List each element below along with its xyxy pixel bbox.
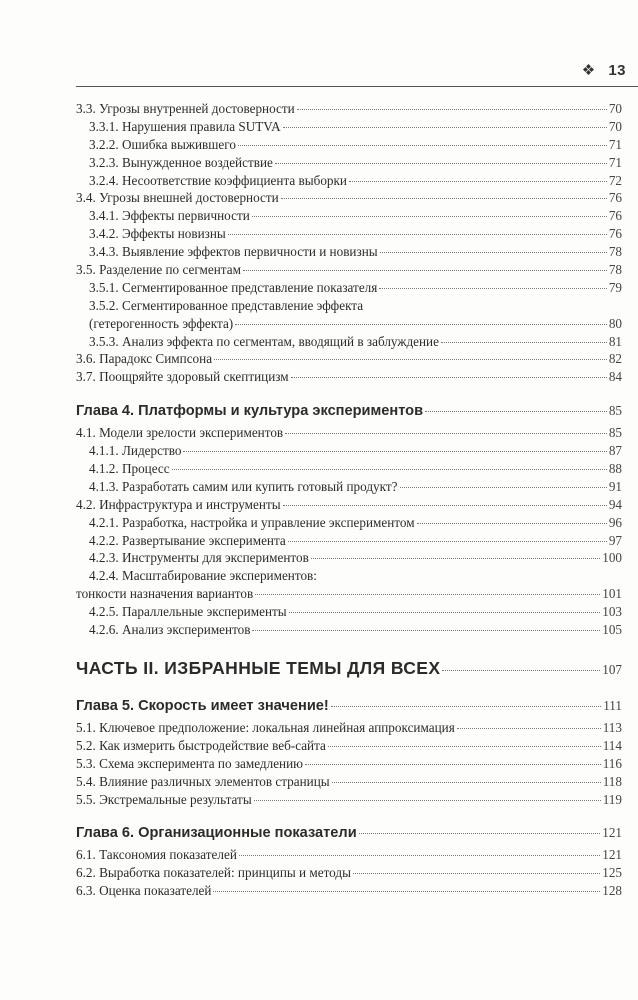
dot-leader: [172, 469, 607, 470]
dot-leader: [297, 109, 607, 110]
toc-section[interactable]: [76, 100, 622, 118]
toc-title: Глава 4. Платформы и культура экспериментов: [76, 403, 424, 420]
dot-leader: [311, 558, 600, 559]
toc-title: 4.1.1. Лидерство: [89, 443, 182, 459]
toc-section[interactable]: [76, 864, 622, 882]
dot-leader: [380, 252, 607, 253]
toc-title: 3.2.4. Несоответствие коэффициента выборки: [89, 172, 347, 188]
toc-page-number: 70: [608, 118, 622, 134]
toc-page-number: 71: [608, 154, 622, 170]
toc-page-number: 116: [602, 755, 622, 771]
toc-title: 3.3.1. Нарушения правила SUTVA: [89, 118, 281, 134]
toc-section[interactable]: [76, 261, 622, 279]
header-rule: [76, 86, 638, 87]
dot-leader: [254, 800, 601, 801]
toc-section[interactable]: [76, 846, 622, 864]
dot-leader: [252, 630, 600, 631]
dot-leader: [349, 181, 607, 182]
toc-page-number: 91: [608, 478, 622, 494]
toc-title: 6.3. Оценка показателей: [76, 883, 212, 899]
toc-subsection[interactable]: [76, 460, 622, 478]
toc-page-number: 97: [608, 532, 622, 548]
dot-leader: [353, 873, 600, 874]
toc-subsection[interactable]: [76, 333, 622, 351]
toc-title: 3.5.1. Сегментированное представление показателя: [89, 279, 378, 295]
toc-title: 4.2. Инфраструктура и инструменты: [76, 496, 281, 512]
toc-title: 5.4. Влияние различных элементов страницы: [76, 773, 330, 789]
toc-page-number: 85: [608, 425, 622, 441]
dot-leader: [283, 505, 607, 506]
toc-page-number: 121: [602, 825, 622, 841]
toc-subsection[interactable]: [76, 172, 622, 190]
toc-page-number: 87: [608, 443, 622, 459]
dot-leader: [379, 288, 606, 289]
toc-page-number: 88: [608, 461, 622, 477]
toc-subsection[interactable]: [76, 243, 622, 261]
dot-leader: [283, 127, 607, 128]
toc-page-number: 101: [602, 586, 622, 602]
toc-section[interactable]: [76, 719, 622, 737]
dot-leader: [238, 145, 607, 146]
toc-page-number: 79: [608, 279, 622, 295]
dot-leader: [285, 433, 607, 434]
toc-chapter[interactable]: [76, 695, 622, 717]
toc-page-number: 76: [608, 208, 622, 224]
toc-section[interactable]: [76, 737, 622, 755]
dot-leader: [214, 359, 607, 360]
toc-title: 4.2.1. Разработка, настройка и управление экспериментом: [89, 514, 415, 530]
dot-leader: [213, 891, 600, 892]
toc-page-number: 125: [602, 865, 622, 881]
toc-title: 4.1.3. Разработать самим или купить готовый продукт?: [89, 478, 398, 494]
toc-title: 6.2. Выработка показателей: принципы и методы: [76, 865, 351, 881]
toc-subsection[interactable]: [76, 154, 622, 172]
toc-section[interactable]: [76, 755, 622, 773]
toc-title: 3.4. Угрозы внешней достоверности: [76, 190, 279, 206]
toc-title: Глава 5. Скорость имеет значение!: [76, 697, 329, 714]
toc-subsection[interactable]: [76, 621, 622, 639]
toc-title: 5.2. Как измерить быстродействие веб-сайта: [76, 737, 326, 753]
toc-page-number: 121: [602, 847, 622, 863]
dot-leader: [400, 487, 607, 488]
dot-leader: [228, 234, 607, 235]
dot-leader: [328, 746, 601, 747]
toc-page-number: 107: [602, 661, 622, 677]
toc-subsection[interactable]: [76, 225, 622, 243]
toc-page-number: 119: [602, 791, 622, 807]
toc-page-number: 84: [608, 369, 622, 385]
dot-leader: [332, 782, 601, 783]
toc-subsection[interactable]: [76, 118, 622, 136]
toc-title: 5.3. Схема эксперимента по замедлению: [76, 755, 304, 771]
toc-title: 4.2.6. Анализ экспериментов: [89, 622, 251, 638]
toc-subsection[interactable]: [76, 532, 622, 550]
toc-page-number: 128: [602, 883, 622, 899]
page-number: 13: [608, 62, 626, 79]
toc-section[interactable]: [76, 585, 622, 603]
dot-leader: [305, 764, 601, 765]
toc-chapter[interactable]: [76, 822, 622, 844]
toc-title: 4.1.2. Процесс: [89, 461, 170, 477]
toc-page-number: 103: [602, 604, 622, 620]
dot-leader: [331, 706, 601, 707]
toc-title: 3.7. Поощряйте здоровый скептицизм: [76, 369, 289, 385]
dot-leader: [252, 216, 607, 217]
dot-leader: [457, 728, 601, 729]
dot-leader: [417, 523, 607, 524]
toc-subsection[interactable]: [76, 297, 622, 315]
dot-leader: [291, 377, 607, 378]
toc-title: 6.1. Таксономия показателей: [76, 847, 237, 863]
toc-title: 3.5.3. Анализ эффекта по сегментам, вводящий в заблуждение: [89, 333, 439, 349]
toc-section[interactable]: [76, 791, 622, 809]
toc-page-number: 81: [608, 333, 622, 349]
toc-title: ЧАСТЬ II. ИЗБРАННЫЕ ТЕМЫ ДЛЯ ВСЕХ: [76, 657, 441, 678]
toc-title: 3.4.2. Эффекты новизны: [89, 226, 226, 242]
toc-page-number: 71: [608, 136, 622, 152]
toc-page-number: 76: [608, 226, 622, 242]
toc-section[interactable]: [76, 368, 622, 386]
toc-title: 4.2.5. Параллельные эксперименты: [89, 604, 287, 620]
dot-leader: [425, 411, 607, 412]
toc-page-number: 78: [608, 262, 622, 278]
toc-subsection[interactable]: [76, 549, 622, 567]
toc-page-number: 113: [602, 719, 622, 735]
toc-title: Глава 6. Организационные показатели: [76, 825, 357, 842]
toc-subsection[interactable]: [76, 136, 622, 154]
toc-section[interactable]: [76, 496, 622, 514]
toc-title: 3.5.2. Сегментированное представление эффекта: [89, 297, 364, 313]
dot-leader: [183, 451, 606, 452]
running-head: [582, 61, 626, 79]
toc-page-number: 111: [603, 697, 622, 713]
toc-title: (гетерогенность эффекта): [89, 315, 234, 331]
toc-page-number: 82: [608, 351, 622, 367]
toc-title: 3.5. Разделение по сегментам: [76, 262, 241, 278]
toc-title: 3.4.3. Выявление эффектов первичности и новизны: [89, 244, 378, 260]
toc-subsection[interactable]: [76, 207, 622, 225]
dot-leader: [441, 342, 607, 343]
page-header: [76, 61, 638, 87]
toc-title: тонкости назначения вариантов: [76, 586, 254, 602]
toc-title: 3.3. Угрозы внутренней достоверности: [76, 101, 295, 116]
dot-leader: [235, 324, 607, 325]
dot-leader: [243, 270, 607, 271]
toc-page-number: 80: [608, 315, 622, 331]
toc-section[interactable]: [76, 773, 622, 791]
toc-title: 5.5. Экстремальные результаты: [76, 791, 252, 807]
toc-section[interactable]: [76, 189, 622, 207]
toc-chapter[interactable]: [76, 400, 622, 422]
toc-title: 4.2.4. Масштабирование экспериментов:: [89, 568, 317, 584]
toc-title: 3.2.2. Ошибка выжившего: [89, 136, 236, 152]
dot-leader: [359, 833, 601, 834]
toc-page-number: 105: [602, 622, 622, 638]
toc-subsection[interactable]: [76, 567, 622, 585]
dot-leader: [239, 855, 600, 856]
toc-page-number: 100: [602, 550, 622, 566]
toc-subsection[interactable]: [76, 478, 622, 496]
toc-title: 3.6. Парадокс Симпсона: [76, 351, 213, 367]
toc-subsection[interactable]: [76, 603, 622, 621]
toc-subsection[interactable]: [76, 514, 622, 532]
toc-subsection[interactable]: [76, 279, 622, 297]
ornament-icon: ❖: [581, 62, 596, 79]
toc-title: 5.1. Ключевое предположение: локальная линейная аппроксимация: [76, 719, 455, 735]
toc-title: 4.2.2. Развертывание эксперимента: [89, 532, 286, 548]
dot-leader: [289, 612, 601, 613]
toc-page-number: 96: [608, 514, 622, 530]
toc-page-number: 76: [608, 190, 622, 206]
toc-page-number: 70: [608, 101, 622, 116]
toc-page-number: 78: [608, 244, 622, 260]
toc-part[interactable]: [76, 655, 622, 681]
toc-subsection-continued[interactable]: [76, 315, 622, 333]
toc-title: 3.4.1. Эффекты первичности: [89, 208, 250, 224]
table-of-contents: [76, 100, 622, 900]
toc-page-number: 118: [602, 773, 622, 789]
toc-subsection[interactable]: [76, 442, 622, 460]
toc-section[interactable]: [76, 350, 622, 368]
dot-leader: [275, 163, 607, 164]
toc-title: 3.2.3. Вынужденное воздействие: [89, 154, 273, 170]
dot-leader: [281, 198, 607, 199]
toc-page-number: 85: [608, 403, 622, 419]
toc-page-number: 72: [608, 172, 622, 188]
toc-section[interactable]: [76, 882, 622, 900]
toc-page-number: 94: [608, 496, 622, 512]
dot-leader: [442, 670, 600, 671]
dot-leader: [255, 594, 600, 595]
toc-section[interactable]: [76, 424, 622, 442]
dot-leader: [288, 541, 607, 542]
toc-title: 4.1. Модели зрелости экспериментов: [76, 425, 284, 441]
toc-title: 4.2.3. Инструменты для экспериментов: [89, 550, 309, 566]
toc-page-number: 114: [602, 737, 622, 753]
